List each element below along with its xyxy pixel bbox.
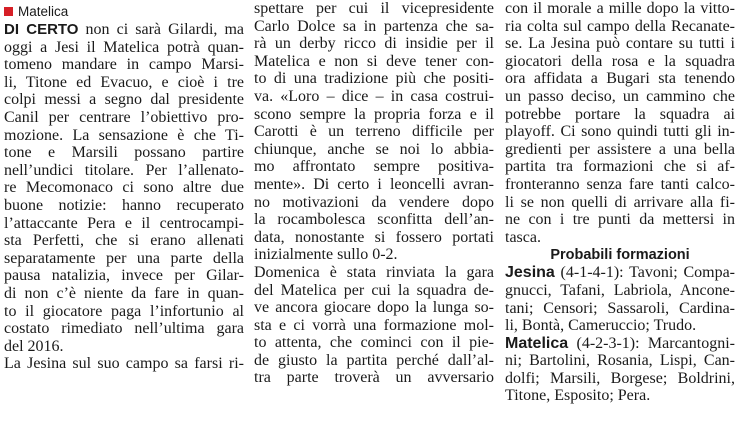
article-line: to di una tradizione più che positi- [254,70,494,88]
article-line: rà un derby ricco di insidie per il [254,35,494,53]
team-name-matelica: Matelica [505,334,569,352]
article-line: spettare per cui il vicepresidente [254,0,494,17]
article-line: chiunque, anche se noi lo abbia- [254,140,494,158]
lineup-jesina-first [505,264,735,282]
article-line: gnucci, Tafani, Labriola, Anconе- [505,281,735,299]
article-line: ni; Bartolini, Rosania, Lispi, Can- [505,352,735,370]
article-line: Titone, Esposito; Pera. [505,387,651,405]
article-line: ve ancora giocare dopo la lunga so- [254,299,494,317]
lineup-matelica-text: (4-2-3-1): Marcantogni- [568,334,735,352]
article-line: li, Titone ed Evacuo, e cioè i tre [4,73,244,91]
article-line: se. La Jesina può contare su tutti i [505,35,735,53]
article-line: La Jesina sul suo campo sa farsi ri- [4,355,244,373]
article-line: oggi a Jesi il Matelica potrà quan- [4,38,244,56]
article-line: partita tra formazioni che si af- [505,158,735,176]
article-line: la rocambolesca sconfitta dell’an- [254,211,494,229]
lineups-body [505,264,735,405]
article-column-3 [505,0,735,435]
article-line: Carlo Dolce sa in partenza che sa- [254,17,494,35]
lineups-title: Probabili formazioni [550,247,690,264]
article-line: sta Perfetti, che si erano allenati [4,232,244,250]
article-line: mozione. La sensazione è che Ti- [4,126,244,144]
article-line: tra parte troverà un avversario [254,369,494,387]
article-line: va. «Loro – dice – in casa costrui- [254,87,494,105]
lineup-matelica-first [505,335,735,353]
article-line: tone e Marsili possano partire [4,144,244,162]
article-line: ne con i tre punti da mettersi in [505,211,735,229]
article-line: potrebbe portare la squadra ai [505,105,735,123]
article-line: mente». Di certo i leoncelli avran- [254,175,494,193]
article-line: giocatori della rosa e la squadra [505,52,735,70]
article-body-col2 [254,0,494,387]
article-line: con il morale a mille dopo la vitto- [505,0,735,17]
article-line: ora affidata a Bugari sta tenendo [505,70,735,88]
article-line: l’attaccante Pera e il centrocampi- [4,214,244,232]
article-body-col3 [505,0,735,246]
article-line: pausa natalizia, invece per Gilar- [4,267,244,285]
section-header [4,0,244,21]
article-column-1 [4,0,244,435]
article-line: Carotti è un terreno difficile per [254,123,494,141]
article-line: mo affrontato sempre positiva- [254,158,494,176]
article-line: re Mecomonaco ci sono altre due [4,179,244,197]
article-line: tani; Censori; Sassaroli, Cardina- [505,299,735,317]
article-line: de giusto la partita perché dall’al- [254,351,494,369]
article-line: li se non quelli di arrivare alla fi- [505,193,735,211]
section-square-icon [4,7,13,16]
section-label: Matelica [18,4,69,19]
article-line: Matelica e non si deve tener con- [254,52,494,70]
article-line: inizialmente sullo 0-2. [254,246,398,264]
article-line-text: non ci sarà Gilardi, ma [85,21,244,38]
lineup-jesina-text: (4-1-4-1): Tavoni; Compa- [554,264,735,282]
article-line: fronteranno senza fare tanti calco- [505,175,735,193]
team-name-jesina: Jesina [505,264,555,282]
article-line: to attenta, che cominci con il pie- [254,334,494,352]
article-line: sta e ci vorrà una formazione mol- [254,316,494,334]
article-line: separatamente per una parte della [4,249,244,267]
article-line: playoff. Ci sono quindi tutti gli in- [505,123,735,141]
article-line: buone notizie: hanno recuperato [4,196,244,214]
article-line [4,21,244,39]
article-body-col1 [4,21,244,373]
article-line: to il giocatore paga l’infortunio al [4,302,244,320]
article-line: Domenica è stata rinviata la gara [254,263,494,281]
article-line: del 2016. [4,337,64,355]
article-line: di non c’è niente da fare in quan- [4,284,244,302]
article-line: un passo deciso, un cammino che [505,87,735,105]
article-line: gredienti per assistere a una bella [505,140,735,158]
article-line: no motivazioni da vendere dopo [254,193,494,211]
article-line: scono sempre la propria forza e il [254,105,494,123]
article-line: nell’undici titolare. Per l’allenato- [4,161,244,179]
article-line: li, Bontà, Cameruccio; Trudo. [505,317,697,335]
article-line: tasca. [505,228,541,246]
article-line: data, nonostante si fossero portati [254,228,494,246]
article-line: ria colta sul campo della Recanate- [505,17,735,35]
lead-word: DI CERTO [4,21,79,38]
article-column-2 [254,0,494,435]
article-line: costato rimediato nell’ultima gara [4,320,244,338]
article-line: dolfi; Marsili, Borgese; Boldrini, [505,369,735,387]
article-line: Canil per centrare l’obiettivo pro- [4,108,244,126]
article-line: del Matelica per cui la squadra de- [254,281,494,299]
article-line: tomeno mandare in campo Marsi- [4,56,244,74]
article-line: colpi messi a segno dal presidente [4,91,244,109]
